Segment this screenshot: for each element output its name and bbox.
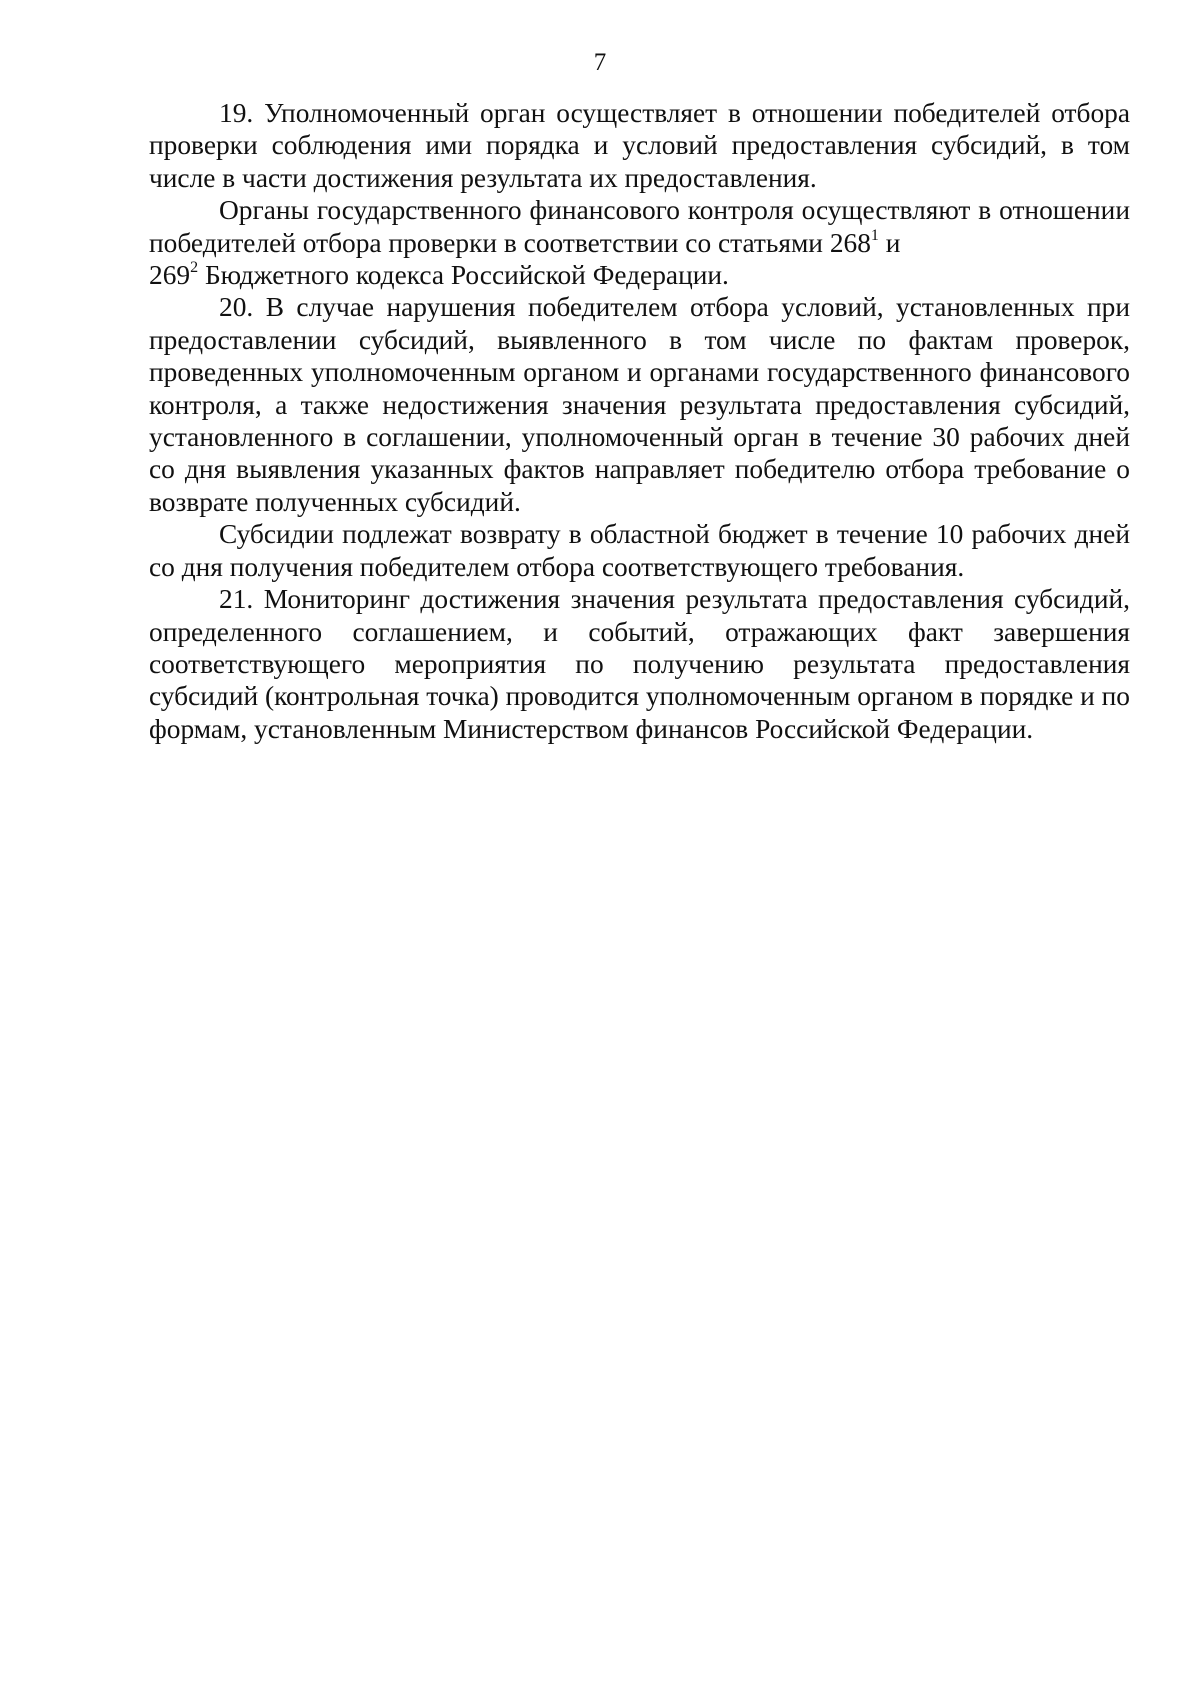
document-body bbox=[149, 97, 1130, 745]
article-superscript: 1 bbox=[870, 226, 879, 244]
paragraph-text: Органы государственного финансового контроля осуществляют в отношении победителей отбора проверки в соответствии со статьями bbox=[149, 195, 1130, 258]
paragraph-text: Бюджетного кодекса Российской Федерации. bbox=[198, 260, 729, 291]
paragraph-20: 20. В случае нарушения победителем отбора условий, установленных при предоставлении субсидий, выявленного в том числе по фактам проверок, проведенных уполномоченным органом и органами государственного финансового контроля, а также недостижения значения результата предоставления субсидий, установленного в соглашении, уполномоченный орган в течение 30 рабочих дней со дня выявления указанных фактов направляет победителю отбора требование о возврате полученных субсидий. bbox=[149, 292, 1130, 517]
paragraph-20-refund: Субсидии подлежат возврату в областной бюджет в течение 10 рабочих дней со дня получения победителем отбора соответствующего требования. bbox=[149, 519, 1130, 582]
paragraph-21: 21. Мониторинг достижения значения результата предоставления субсидий, определенного соглашением, и событий, отражающих факт завершения соответствующего мероприятия по получению результата предоставления субсидий (контрольная точка) проводится уполномоченным органом в порядке и по формам, установленным Министерством финансов Российской Федерации. bbox=[149, 584, 1130, 744]
paragraph-19: 19. Уполномоченный орган осуществляет в отношении победителей отбора проверки соблюдения ими порядка и условий предоставления субсидий, в том числе в части достижения результата их предоставления. bbox=[149, 98, 1130, 193]
paragraph-19-financial-control bbox=[149, 194, 1130, 291]
article-number: 268 bbox=[829, 227, 871, 258]
article-number: 269 bbox=[149, 260, 191, 291]
page-number: 7 bbox=[593, 49, 607, 76]
article-superscript: 2 bbox=[190, 258, 199, 276]
paragraph-text: и bbox=[878, 227, 901, 258]
